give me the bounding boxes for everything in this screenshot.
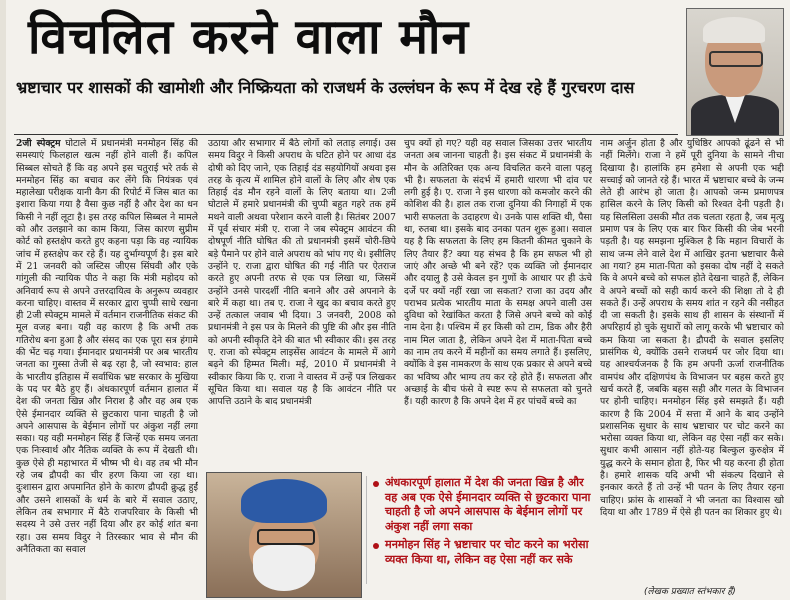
article-text: नाम अर्जुन होता है और युधिष्ठिर आपको ढूंढने से भी नहीं मिलेंगे। राजा ने हमें पूरी दुनिया के सामने नीचा दिखाया है। हालांकि हम हमेशा से अपनी एक भद्दी सच्चाई को जानते रहे हैं। भारत में भ्रष्टाचार बच्चे के जन्म लेते ही आरंभ हो जाता है। आपको जन्म प्रमाणपत्र हासिल करने के लिए किसी को रिश्वत देनी पड़ती है। यह सिलसिला उसकी मौत तक चलता रहता है, जब मृत्यु प्रमाण पत्र के लिए एक बार फिर किसी की जेब भरनी पड़ती है। यह समझना मुश्किल है कि महान विचारों के साथ जन्म लेने वाले देश में आखिर इतना भ्रष्टाचार कैसे आ गया? हम माता-पिता को इसका दोष नहीं दे सकते कि वे अपने बच्चे को सफल होते देखना चाहते हैं, लेकिन वे अपने बच्चों को सही कार्य करने की शिक्षा तो दे ही सकते हैं। उन्हें अपराध के समय शांत न रहने की नसीहत दी जा सकती है। इसके साथ ही शासन के संस्थानों में अपरिहार्य हो चुके सुधारों को लागू करके भी भ्रष्टाचार को कम किया जा सकता है। द्रौपदी के सवाल इसलिए प्रासंगिक थे, क्योंकि उसने राजधर्म पर जोर दिया था। यह आश्चर्यजनक है कि हम अपनी ऊर्जा राजनीतिक वामपंथ और दक्षिणपंथ के विभाजन पर बहस करते हुए खर्च करते हैं, जबकि बहस सही और गलत के विभाजन पर होनी चाहिए। मनमोहन सिंह इसे समझते हैं। यही कारण है कि 2004 में सत्ता में आने के बाद उन्होंने प्रशासनिक सुधार के साथ भ्रष्टाचार पर चोट करने का भरोसा व्यक्त किया था, लेकिन वह ऐसा नहीं कर सके। सुधार कभी आसान नहीं होते-यह बिल्कुल कुरुक्षेत्र में युद्ध करने के समान होता है, फिर भी यह करना ही होता है। हमारे शासक यदि अभी भी संकल्प दिखाने से इनकार करते हैं तो उन्हें भी पतन के लिए तैयार रहना चाहिए। फ्रांस के शासकों ने भी जनता का विश्वास खो दिया था और 1789 में ऐसे ही पतन का शिकार हुए थे। [600,138,784,518]
manmohan-singh-photo [206,472,362,598]
photo-beard [253,545,315,591]
article-text: घोटाले में प्रधानमंत्री मनमोहन सिंह की समस्याएं फिलहाल खत्म नहीं होने वाली हैं। कपिल सिब्बल सोचते हैं कि वह अपने इस चतुराई भरे तर्क से मनमोहन सिंह का बचाव कर लेंगे कि नियंत्रक एवं महालेखा परीक्षक यानी कैग की रिपोर्ट में जिस बात का इशारा किया गया है वैसा कुछ नहीं है और देश का धन किसी ने नहीं लूटा है। इस तरह कपिल सिब्बल ने मामले को और उलझाने का काम किया, जिस कारण सुप्रीम कोर्ट को हस्तक्षेप करते हुए कहना पड़ा कि वह न्यायिक जांच में हस्तक्षेप कर रहे हैं। यह दुर्भाग्यपूर्ण है। इस बारे में 21 जनवरी को जस्टिस जीएस सिंघवी और एके गांगुली की न्यायिक पीठ ने कहा कि मंत्री महोदय को अनिवार्य रूप से अपने उत्तरदायित्व के अनुरूप व्यवहार करना चाहिए। वास्तव में सरकार द्वारा चुप्पी साधे रखना ही 2जी स्पेक्ट्रम मामले में वर्तमान राजनीतिक संकट की मूल वजह बना। यही वह कारण है कि अभी तक गतिरोध बना हुआ है और संसद का एक पूरा सत्र हंगामे की भेंट चढ़ गया। ईमानदार प्रधानमंत्री पर अब भारतीय जनता का गुस्सा तेजी से बढ़ रहा है, जो स्वभाव: हाल के भारतीय इतिहास में सर्वाधिक भ्रष्ट सरकार के मुखिया के पद पर बैठे हुए हैं। अंधकारपूर्ण वर्तमान हालात में देश की जनता खिन्न और निराश है और वह अब एक ऐसे ईमानदार व्यक्ति से छुटकारा पाना चाहती है जो अपने आसपास के बेईमान लोगों पर अंकुश नहीं लगा सका। यह वही मनमोहन सिंह हैं जिन्हें एक समय जनता एक निःस्वार्थ और नैतिक व्यक्ति के रूप में देखती थी। कुछ ऐसे ही महाभारत में भीष्म भी थे। वह तब भी मौन रहे जब द्रौपदी का चीर हरण किया जा रहा था। दुःशासन द्वारा अपमानित होने के कारण द्रौपदी क्रुद्ध हुईं और उसने शासकों के धर्म के बारे में सवाल उठाए, लेकिन तब सभागार में बैठे राजपरिवार के किसी भी सदस्य ने उसे उत्तर नहीं दिया और हर कोई शांत बना रहा। उस समय विदुर ने तिरस्कार भाव से मौन की अनैतिकता का सवाल [16,138,198,555]
article-column-4 [600,138,784,578]
pullquote [366,476,599,584]
subheadline [16,77,666,99]
author-photo [686,8,784,136]
author-photo-glasses [709,51,763,67]
pullquote-text: मनमोहन सिंह ने भ्रष्टाचार पर चोट करने का भरोसा व्यक्त किया था, लेकिन वह ऐसा नहीं कर सके [385,538,589,566]
article-column-1 [16,138,198,598]
headline: विचलित करने वाला मौन [28,9,470,65]
article-text: उठाया और सभागार में बैठे लोगों को लताड़ लगाई। उस समय विदुर ने किसी अपराध के घटित होने पर आधा दंड दोषी को दिए जाने, एक तिहाई दंड सहयोगियों अथवा इस तरह के कृत्य में शामिल होने वालों के लिए और शेष एक तिहाई दंड मौन रहने वालों के लिए बताया था। 2जी घोटाले में हमारे प्रधानमंत्री की चुप्पी बहुत गहरे तक हमें मथने वाली अथवा परेशान करने वाली है। सितंबर 2007 में पूर्व संचार मंत्री ए. राजा ने जब स्पेक्ट्रम आवंटन की दोषपूर्ण नीति घोषित की तो प्रधानमंत्री इसमें चोरी-छिपे बड़े पैमाने पर होने वाले अपराध को भांप गए थे। इसीलिए उन्होंने ए. राजा द्वारा घोषित की गई नीति पर ऐतराज करते हुए अपनी तरफ से एक पत्र लिखा था, जिसमें उन्होंने उनसे पारदर्शी नीति बनाने और उसे अपनाने के बारे में कहा था। तब ए. राजा ने खुद का बचाव करते हुए उन्हें तत्काल जवाब भी दिया। 3 जनवरी, 2008 को प्रधानमंत्री ने इस पत्र के मिलने की पुष्टि की और इस नीति को अपनी स्वीकृति देने की बात भी स्वीकार की। इस तरह ए. राजा को स्पेक्ट्रम लाइसेंस आवंटन के मामले में आगे बढ़ने की हिम्मत मिली। मई, 2010 में प्रधानमंत्री ने स्वीकार किया कि ए. राजा ने वास्तव में उन्हें पत्र लिखकर सूचित किया था। सवाल यह है कि आवंटन नीति पर आपत्ति उठाने के बाद प्रधानमंत्री [208,138,396,408]
article-column-3 [404,138,592,468]
photo-glasses [257,529,315,545]
article-paragraph [16,138,198,556]
bullet-icon [373,543,379,549]
article-text: चुप क्यों हो गए? यही वह सवाल जिसका उत्तर भारतीय जनता अब जानना चाहती है। इस संकट में प्रधानमंत्री के मौन के अतिरिक्त एक अन्य विचलित करने वाला पहलू भी है। सफलता के संदर्भ में हमारी धारणा भी दांव पर लगी हुई है। ए. राजा ने इस धारणा को कमजोर करने की कोशिश की है। हाल तक राजा दुनिया की निगाहों में एक भारी सफलता के उदाहरण थे। उनके पास शक्ति थी, पैसा था, रुतबा था। इसके बाद उनका पतन शुरू हुआ। सवाल यह है कि सफलता के लिए हम कितनी कीमत चुकाने के लिए तैयार हैं? क्या यह संभव है कि हम सफल भी हो जाएं और अच्छे भी बने रहें? एक व्यक्ति जो ईमानदार और दयालु है उसे केवल इन गुणों के आधार पर ही ऊंचे दर्जे पर क्यों नहीं रखा जा सकता? राजा का उदय और पराभव प्रत्येक भारतीय माता के समक्ष अपने वाली उस दुविधा को रेखांकित करता है जिसे अपने बच्चे को कोई नाम देना है। पश्चिम में हर किसी को टाम, डिक और हैरी नाम मिल जाता है, लेकिन अपने देश में माता-पिता बच्चे का नाम तय करने में महीनों का समय लगाते हैं। इसलिए, क्योंकि वे इस नामकरण के साथ एक प्रकार से अपने बच्चे का भविष्य और भाग्य तय कर रहे होते हैं। सफलता और अच्छाई के बीच फंसे वे स्पष्ट रूप से सफलता को चुनते हैं। यही कारण है कि अपने देश में हर पांचवें बच्चे का [404,138,592,408]
page-edge [0,0,6,600]
subheadline-text: भ्रष्टाचार पर शासकों की खामोशी और निष्क्रियता को राजधर्म के उल्लंघन के रूप में देख रहे हैं [16,78,556,97]
author-name: गुरचरण दास [561,78,635,97]
bullet-icon [373,481,379,487]
author-credit: (लेखक प्रख्यात स्तंभकार हैं) [644,587,736,597]
pullquote-item [373,538,599,567]
pullquote-item [373,476,599,534]
article-lead: 2जी स्पेक्ट्रम [16,138,61,149]
header-divider [14,134,678,135]
author-photo-hair [703,17,765,43]
photo-turban [241,479,327,523]
pullquote-text: अंधकारपूर्ण हालात में देश की जनता खिन्न है और वह अब एक ऐसे ईमानदार व्यक्ति से छुटकारा पाना चाहती है जो अपने आसपास के बेईमान लोगों पर अंकुश नहीं लगा सका [385,476,591,533]
article-column-2 [208,138,396,468]
